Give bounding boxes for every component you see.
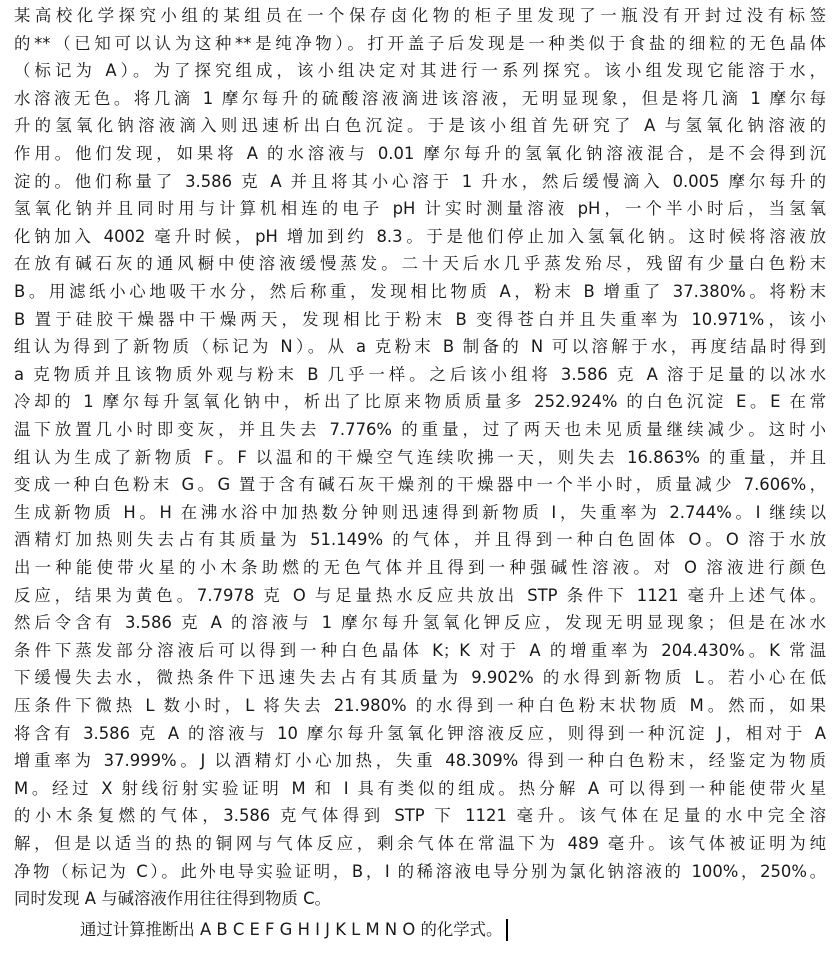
text-line: 净物（标记为 C）。此外电导实验证明，B，I 的稀溶液电导分别为氯化钠溶液的 100%，250%。 [14,861,826,881]
text-line: 然后令含有 3.586 克 A 的溶液与 1 摩尔每升氢氧化钾反应，发现无明显现象；但是在冰水 [14,613,826,633]
text-line: 温下放置几小时即变灰，并且失去 7.776% 的重量，过了两天也未见质量继续减少。这时小 [14,420,826,439]
text-line: 增重率为 37.999%。J 以酒精灯小心加热，失重 48.309% 得到一种白色粉末，经鉴定为物质 [14,751,826,771]
text-line: 下缓慢失去水，微热条件下迅速失去占有其质量为 9.902% 的水得到新物质 L。若小心在低 [14,668,826,688]
text-line: 同时发现 A 与碱溶液作用往往得到物质 C。 [14,889,331,909]
text-line: 某高校化学探究小组的某组员在一个保存卤化物的柜子里发现了一瓶没有开封过没有标签 [14,6,826,25]
text-line: 作用。他们发现，如果将 A 的水溶液与 0.01 摩尔每升的氢氧化钠溶液混合，是不会得到沉 [14,144,826,163]
text-line: M。经过 X 射线衍射实验证明 M 和 I 具有类似的组成。热分解 A 可以得到一种能使带火星 [14,778,826,798]
text-line: 变成一种白色粉末 G。G 置于含有碱石灰干燥剂的干燥器中一个半小时，质量减少 7.606%， [14,475,826,495]
text-line: B。用滤纸小心地吸干水分，然后称重，发现相比物质 A，粉末 B 增重了 37.380%。将粉末 [14,282,826,301]
text-line: 升的氢氧化钠溶液滴入则迅速析出白色沉淀。于是该小组首先研究了 A 与氢氧化钠溶液的 [14,116,826,136]
text-cursor [506,919,508,941]
text-line: 压条件下微热 L 数小时，L 将失去 21.980% 的水得到一种白色粉末状物质 M。然而，如果 [14,696,826,715]
text-line: 反应，结果为黄色。7.7978 克 O 与足量热水反应共放出 STP 条件下 1121 毫升上述气体。 [14,585,826,605]
question-text: 通过计算推断出 A B C E F G H I J K L M N O 的化学式。 [80,919,503,939]
text-line: 的**（已知可以认为这种**是纯净物）。打开盖子后发现是一种类似于食盐的细粒的无色晶体 [14,33,826,53]
text-line: 将含有 3.586 克 A 的溶液与 10 摩尔每升氢氧化钾溶液反应，则得到一种沉淀 J，相对于 A [14,723,826,743]
text-line: a 克物质并且该物质外观与粉末 B 几乎一样。之后该小组将 3.586 克 A 溶于足量的以冰水 [14,364,826,384]
question-line[interactable] [80,915,508,945]
text-line: 解，但是以适当的热的铜网与气体反应，剩余气体在常温下为 489 毫升。该气体被证明为纯 [14,834,826,853]
text-line: 出一种能使带火星的小木条助燃的无色气体并且得到一种强碱性溶液。对 O 溶液进行颜色 [14,558,826,577]
text-line: （标记为 A）。为了探究组成，该小组决定对其进行一系列探究。该小组发现它能溶于水， [14,61,826,81]
text-line: 组认为生成了新物质 F。F 以温和的干燥空气连续吹拂一天，则失去 16.863% 的重量，并且 [14,447,826,467]
text-line: 的小木条复燃的气体，3.586 克气体得到 STP 下 1121 毫升。该气体在足量的水中完全溶 [14,806,826,826]
text-line: B 置于硅胶干燥器中干燥两天，发现相比于粉末 B 变得苍白并且失重率为 10.971%，该小 [14,309,826,329]
text-line: 水溶液无色。将几滴 1 摩尔每升的硫酸溶液滴进该溶液，无明显现象，但是将几滴 1 摩尔每 [14,88,826,108]
text-line: 组认为得到了新物质（标记为 N）。从 a 克粉末 B 制备的 N 可以溶解于水，再度结晶时得到 [14,337,826,357]
text-line: 生成新物质 H。H 在沸水浴中加热数分钟则迅速得到新物质 I，失重率为 2.744%。I 继续以 [14,502,826,522]
text-line: 条件下蒸发部分溶液后可以得到一种白色晶体 K；K 对于 A 的增重率为 204.430%。K 常温 [14,640,826,660]
text-line: 氢氧化钠并且同时用与计算机相连的电子 pH 计实时测量溶液 pH，一个半小时后，当氢氧 [14,199,826,219]
text-line: 冷却的 1 摩尔每升氢氧化钠中，析出了比原来物质质量多 252.924% 的白色沉淀 E。E 在常 [14,392,826,412]
text-line: 化钠加入 4002 毫升时候，pH 增加到约 8.3。于是他们停止加入氢氧化钠。这时候将溶液放 [14,226,826,246]
text-line: 在放有碱石灰的通风橱中使溶液缓慢蒸发。二十天后水几乎蒸发殆尽，残留有少量白色粉末 [14,254,826,274]
text-line: 酒精灯加热则失去占有其质量为 51.149% 的气体，并且得到一种白色固体 O。O 溶于水放 [14,530,826,550]
text-line: 淀的。他们称量了 3.586 克 A 并且将其小心溶于 1 升水，然后缓慢滴入 0.005 摩尔每升的 [14,171,826,191]
